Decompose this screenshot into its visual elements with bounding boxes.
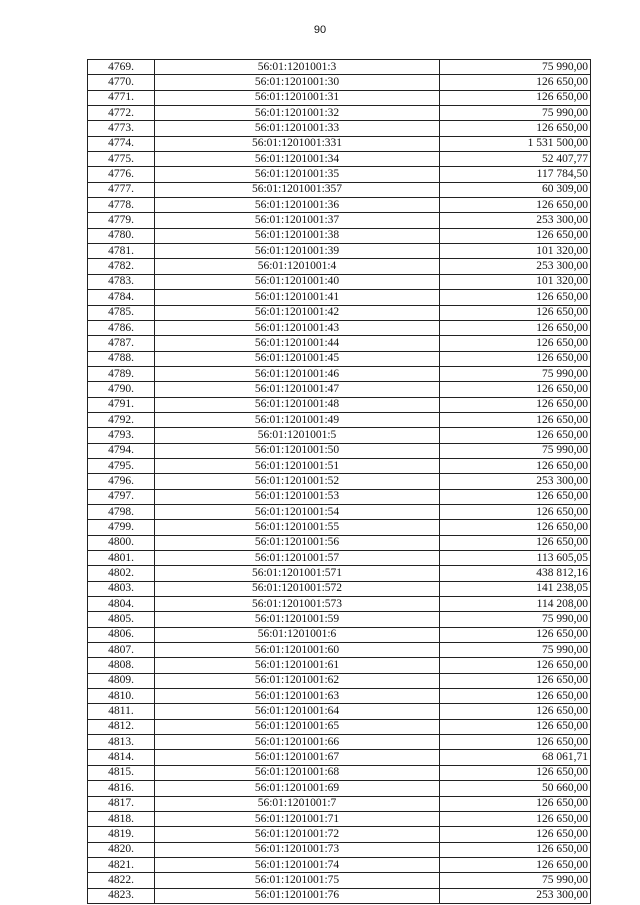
- cadastral-number: 56:01:1201001:40: [155, 274, 440, 289]
- row-number: 4784.: [88, 290, 155, 305]
- cadastral-number: 56:01:1201001:33: [155, 121, 440, 136]
- table-row: [88, 60, 591, 75]
- page-number: 90: [313, 24, 327, 36]
- cadastral-value: 126 650,00: [440, 336, 591, 351]
- cadastral-number: 56:01:1201001:51: [155, 458, 440, 473]
- cadastral-number: 56:01:1201001:52: [155, 474, 440, 489]
- cadastral-number: 56:01:1201001:30: [155, 75, 440, 90]
- cadastral-value: 126 650,00: [440, 658, 591, 673]
- table-row: [88, 811, 591, 826]
- table-row: [88, 689, 591, 704]
- cadastral-value: 126 650,00: [440, 90, 591, 105]
- cadastral-value: 126 650,00: [440, 857, 591, 872]
- cadastral-value: 126 650,00: [440, 489, 591, 504]
- table-row: [88, 121, 591, 136]
- table-row: [88, 888, 591, 903]
- cadastral-value: 126 650,00: [440, 428, 591, 443]
- row-number: 4807.: [88, 643, 155, 658]
- table-row: [88, 719, 591, 734]
- cadastral-value: 68 061,71: [440, 750, 591, 765]
- cadastral-value: 101 320,00: [440, 244, 591, 259]
- cadastral-number: 56:01:1201001:61: [155, 658, 440, 673]
- row-number: 4789.: [88, 366, 155, 381]
- table-row: [88, 612, 591, 627]
- row-number: 4823.: [88, 888, 155, 903]
- row-number: 4795.: [88, 458, 155, 473]
- table-row: [88, 704, 591, 719]
- row-number: 4786.: [88, 320, 155, 335]
- table-row: [88, 566, 591, 581]
- cadastral-value: 126 650,00: [440, 796, 591, 811]
- cadastral-value: 75 990,00: [440, 612, 591, 627]
- cadastral-number: 56:01:1201001:35: [155, 167, 440, 182]
- cadastral-number: 56:01:1201001:74: [155, 857, 440, 872]
- row-number: 4791.: [88, 397, 155, 412]
- table-row: [88, 673, 591, 688]
- row-number: 4797.: [88, 489, 155, 504]
- table-row: [88, 90, 591, 105]
- cadastral-number: 56:01:1201001:47: [155, 382, 440, 397]
- cadastral-number: 56:01:1201001:59: [155, 612, 440, 627]
- cadastral-value: 126 650,00: [440, 305, 591, 320]
- cadastral-number: 56:01:1201001:37: [155, 213, 440, 228]
- cadastral-number: 56:01:1201001:331: [155, 136, 440, 151]
- row-number: 4810.: [88, 689, 155, 704]
- row-number: 4776.: [88, 167, 155, 182]
- cadastral-value: 126 650,00: [440, 827, 591, 842]
- cadastral-value: 114 208,00: [440, 597, 591, 612]
- table-row: [88, 627, 591, 642]
- row-number: 4770.: [88, 75, 155, 90]
- row-number: 4771.: [88, 90, 155, 105]
- table-row: [88, 244, 591, 259]
- row-number: 4774.: [88, 136, 155, 151]
- row-number: 4820.: [88, 842, 155, 857]
- cadastral-value: 52 407,77: [440, 152, 591, 167]
- row-number: 4781.: [88, 244, 155, 259]
- cadastral-value: 60 309,00: [440, 182, 591, 197]
- row-number: 4798.: [88, 504, 155, 519]
- cadastral-number: 56:01:1201001:54: [155, 504, 440, 519]
- table-row: [88, 290, 591, 305]
- cadastral-number: 56:01:1201001:55: [155, 520, 440, 535]
- table-row: [88, 397, 591, 412]
- table-row: [88, 198, 591, 213]
- table-row: [88, 428, 591, 443]
- cadastral-value: 126 650,00: [440, 535, 591, 550]
- row-number: 4801.: [88, 551, 155, 566]
- cadastral-value: 126 650,00: [440, 673, 591, 688]
- table-row: [88, 259, 591, 274]
- table-row: [88, 597, 591, 612]
- cadastral-value: 126 650,00: [440, 504, 591, 519]
- row-number: 4804.: [88, 597, 155, 612]
- cadastral-number: 56:01:1201001:32: [155, 106, 440, 121]
- cadastral-value: 117 784,50: [440, 167, 591, 182]
- cadastral-number: 56:01:1201001:68: [155, 765, 440, 780]
- row-number: 4775.: [88, 152, 155, 167]
- cadastral-number: 56:01:1201001:67: [155, 750, 440, 765]
- table-row: [88, 443, 591, 458]
- row-number: 4800.: [88, 535, 155, 550]
- table-body: [88, 60, 591, 904]
- cadastral-number: 56:01:1201001:73: [155, 842, 440, 857]
- cadastral-number: 56:01:1201001:66: [155, 735, 440, 750]
- cadastral-value: 75 990,00: [440, 60, 591, 75]
- cadastral-value: 126 650,00: [440, 458, 591, 473]
- table-row: [88, 643, 591, 658]
- row-number: 4803.: [88, 581, 155, 596]
- cadastral-value: 126 650,00: [440, 320, 591, 335]
- row-number: 4782.: [88, 259, 155, 274]
- table-row: [88, 535, 591, 550]
- cadastral-number: 56:01:1201001:43: [155, 320, 440, 335]
- cadastral-number: 56:01:1201001:72: [155, 827, 440, 842]
- table-row: [88, 213, 591, 228]
- cadastral-number: 56:01:1201001:6: [155, 627, 440, 642]
- cadastral-value: 438 812,16: [440, 566, 591, 581]
- row-number: 4773.: [88, 121, 155, 136]
- row-number: 4813.: [88, 735, 155, 750]
- table-row: [88, 827, 591, 842]
- cadastral-number: 56:01:1201001:64: [155, 704, 440, 719]
- table-row: [88, 750, 591, 765]
- cadastral-number: 56:01:1201001:573: [155, 597, 440, 612]
- cadastral-value: 101 320,00: [440, 274, 591, 289]
- cadastral-number: 56:01:1201001:36: [155, 198, 440, 213]
- cadastral-value: 113 605,05: [440, 551, 591, 566]
- cadastral-number: 56:01:1201001:62: [155, 673, 440, 688]
- table-row: [88, 228, 591, 243]
- cadastral-value: 126 650,00: [440, 397, 591, 412]
- cadastral-value: 126 650,00: [440, 689, 591, 704]
- cadastral-value: 126 650,00: [440, 627, 591, 642]
- row-number: 4777.: [88, 182, 155, 197]
- cadastral-value-table: [87, 59, 591, 904]
- cadastral-number: 56:01:1201001:60: [155, 643, 440, 658]
- table-row: [88, 412, 591, 427]
- cadastral-number: 56:01:1201001:75: [155, 873, 440, 888]
- cadastral-value: 126 650,00: [440, 735, 591, 750]
- table-row: [88, 458, 591, 473]
- table-row: [88, 489, 591, 504]
- table-row: [88, 351, 591, 366]
- row-number: 4787.: [88, 336, 155, 351]
- table-row: [88, 182, 591, 197]
- cadastral-number: 56:01:1201001:50: [155, 443, 440, 458]
- cadastral-value: 126 650,00: [440, 290, 591, 305]
- cadastral-value: 126 650,00: [440, 198, 591, 213]
- row-number: 4802.: [88, 566, 155, 581]
- cadastral-number: 56:01:1201001:39: [155, 244, 440, 259]
- table-row: [88, 152, 591, 167]
- cadastral-value: 75 990,00: [440, 643, 591, 658]
- row-number: 4779.: [88, 213, 155, 228]
- cadastral-number: 56:01:1201001:571: [155, 566, 440, 581]
- cadastral-value: 75 990,00: [440, 873, 591, 888]
- cadastral-value: 126 650,00: [440, 811, 591, 826]
- row-number: 4811.: [88, 704, 155, 719]
- cadastral-value: 75 990,00: [440, 366, 591, 381]
- table-row: [88, 366, 591, 381]
- cadastral-number: 56:01:1201001:41: [155, 290, 440, 305]
- cadastral-number: 56:01:1201001:49: [155, 412, 440, 427]
- row-number: 4792.: [88, 412, 155, 427]
- cadastral-number: 56:01:1201001:71: [155, 811, 440, 826]
- cadastral-value: 126 650,00: [440, 520, 591, 535]
- cadastral-value: 253 300,00: [440, 259, 591, 274]
- row-number: 4808.: [88, 658, 155, 673]
- table-row: [88, 504, 591, 519]
- cadastral-value: 141 238,05: [440, 581, 591, 596]
- table-row: [88, 551, 591, 566]
- table-row: [88, 274, 591, 289]
- row-number: 4806.: [88, 627, 155, 642]
- row-number: 4812.: [88, 719, 155, 734]
- table-row: [88, 106, 591, 121]
- cadastral-value: 126 650,00: [440, 842, 591, 857]
- cadastral-value: 126 650,00: [440, 75, 591, 90]
- cadastral-value: 50 660,00: [440, 781, 591, 796]
- cadastral-number: 56:01:1201001:63: [155, 689, 440, 704]
- cadastral-number: 56:01:1201001:46: [155, 366, 440, 381]
- row-number: 4815.: [88, 765, 155, 780]
- cadastral-number: 56:01:1201001:5: [155, 428, 440, 443]
- cadastral-value: 126 650,00: [440, 382, 591, 397]
- row-number: 4818.: [88, 811, 155, 826]
- table-row: [88, 765, 591, 780]
- cadastral-value: 75 990,00: [440, 443, 591, 458]
- cadastral-number: 56:01:1201001:4: [155, 259, 440, 274]
- row-number: 4819.: [88, 827, 155, 842]
- cadastral-number: 56:01:1201001:76: [155, 888, 440, 903]
- cadastral-value: 126 650,00: [440, 704, 591, 719]
- cadastral-number: 56:01:1201001:34: [155, 152, 440, 167]
- cadastral-number: 56:01:1201001:44: [155, 336, 440, 351]
- cadastral-number: 56:01:1201001:357: [155, 182, 440, 197]
- cadastral-number: 56:01:1201001:53: [155, 489, 440, 504]
- table-row: [88, 305, 591, 320]
- row-number: 4814.: [88, 750, 155, 765]
- row-number: 4785.: [88, 305, 155, 320]
- cadastral-number: 56:01:1201001:69: [155, 781, 440, 796]
- row-number: 4817.: [88, 796, 155, 811]
- cadastral-value: 126 650,00: [440, 412, 591, 427]
- cadastral-number: 56:01:1201001:31: [155, 90, 440, 105]
- cadastral-value: 75 990,00: [440, 106, 591, 121]
- row-number: 4778.: [88, 198, 155, 213]
- row-number: 4788.: [88, 351, 155, 366]
- table-row: [88, 857, 591, 872]
- table-row: [88, 520, 591, 535]
- cadastral-number: 56:01:1201001:57: [155, 551, 440, 566]
- cadastral-number: 56:01:1201001:38: [155, 228, 440, 243]
- table-row: [88, 873, 591, 888]
- table-row: [88, 842, 591, 857]
- table-row: [88, 581, 591, 596]
- cadastral-number: 56:01:1201001:45: [155, 351, 440, 366]
- table-row: [88, 474, 591, 489]
- row-number: 4805.: [88, 612, 155, 627]
- cadastral-value: 126 650,00: [440, 121, 591, 136]
- row-number: 4816.: [88, 781, 155, 796]
- row-number: 4796.: [88, 474, 155, 489]
- table-row: [88, 167, 591, 182]
- row-number: 4799.: [88, 520, 155, 535]
- row-number: 4822.: [88, 873, 155, 888]
- row-number: 4772.: [88, 106, 155, 121]
- row-number: 4793.: [88, 428, 155, 443]
- table-row: [88, 75, 591, 90]
- table-row: [88, 336, 591, 351]
- cadastral-number: 56:01:1201001:7: [155, 796, 440, 811]
- table-row: [88, 320, 591, 335]
- cadastral-number: 56:01:1201001:65: [155, 719, 440, 734]
- cadastral-value: 126 650,00: [440, 765, 591, 780]
- cadastral-value: 253 300,00: [440, 213, 591, 228]
- row-number: 4794.: [88, 443, 155, 458]
- cadastral-number: 56:01:1201001:48: [155, 397, 440, 412]
- table-row: [88, 658, 591, 673]
- table-row: [88, 735, 591, 750]
- cadastral-value: 1 531 500,00: [440, 136, 591, 151]
- table-row: [88, 796, 591, 811]
- cadastral-number: 56:01:1201001:42: [155, 305, 440, 320]
- row-number: 4790.: [88, 382, 155, 397]
- cadastral-number: 56:01:1201001:56: [155, 535, 440, 550]
- cadastral-value: 253 300,00: [440, 888, 591, 903]
- row-number: 4809.: [88, 673, 155, 688]
- row-number: 4780.: [88, 228, 155, 243]
- cadastral-number: 56:01:1201001:3: [155, 60, 440, 75]
- cadastral-value: 126 650,00: [440, 228, 591, 243]
- row-number: 4821.: [88, 857, 155, 872]
- row-number: 4769.: [88, 60, 155, 75]
- table-row: [88, 382, 591, 397]
- cadastral-number: 56:01:1201001:572: [155, 581, 440, 596]
- row-number: 4783.: [88, 274, 155, 289]
- table-row: [88, 781, 591, 796]
- cadastral-value: 126 650,00: [440, 351, 591, 366]
- table-row: [88, 136, 591, 151]
- cadastral-value: 253 300,00: [440, 474, 591, 489]
- cadastral-value: 126 650,00: [440, 719, 591, 734]
